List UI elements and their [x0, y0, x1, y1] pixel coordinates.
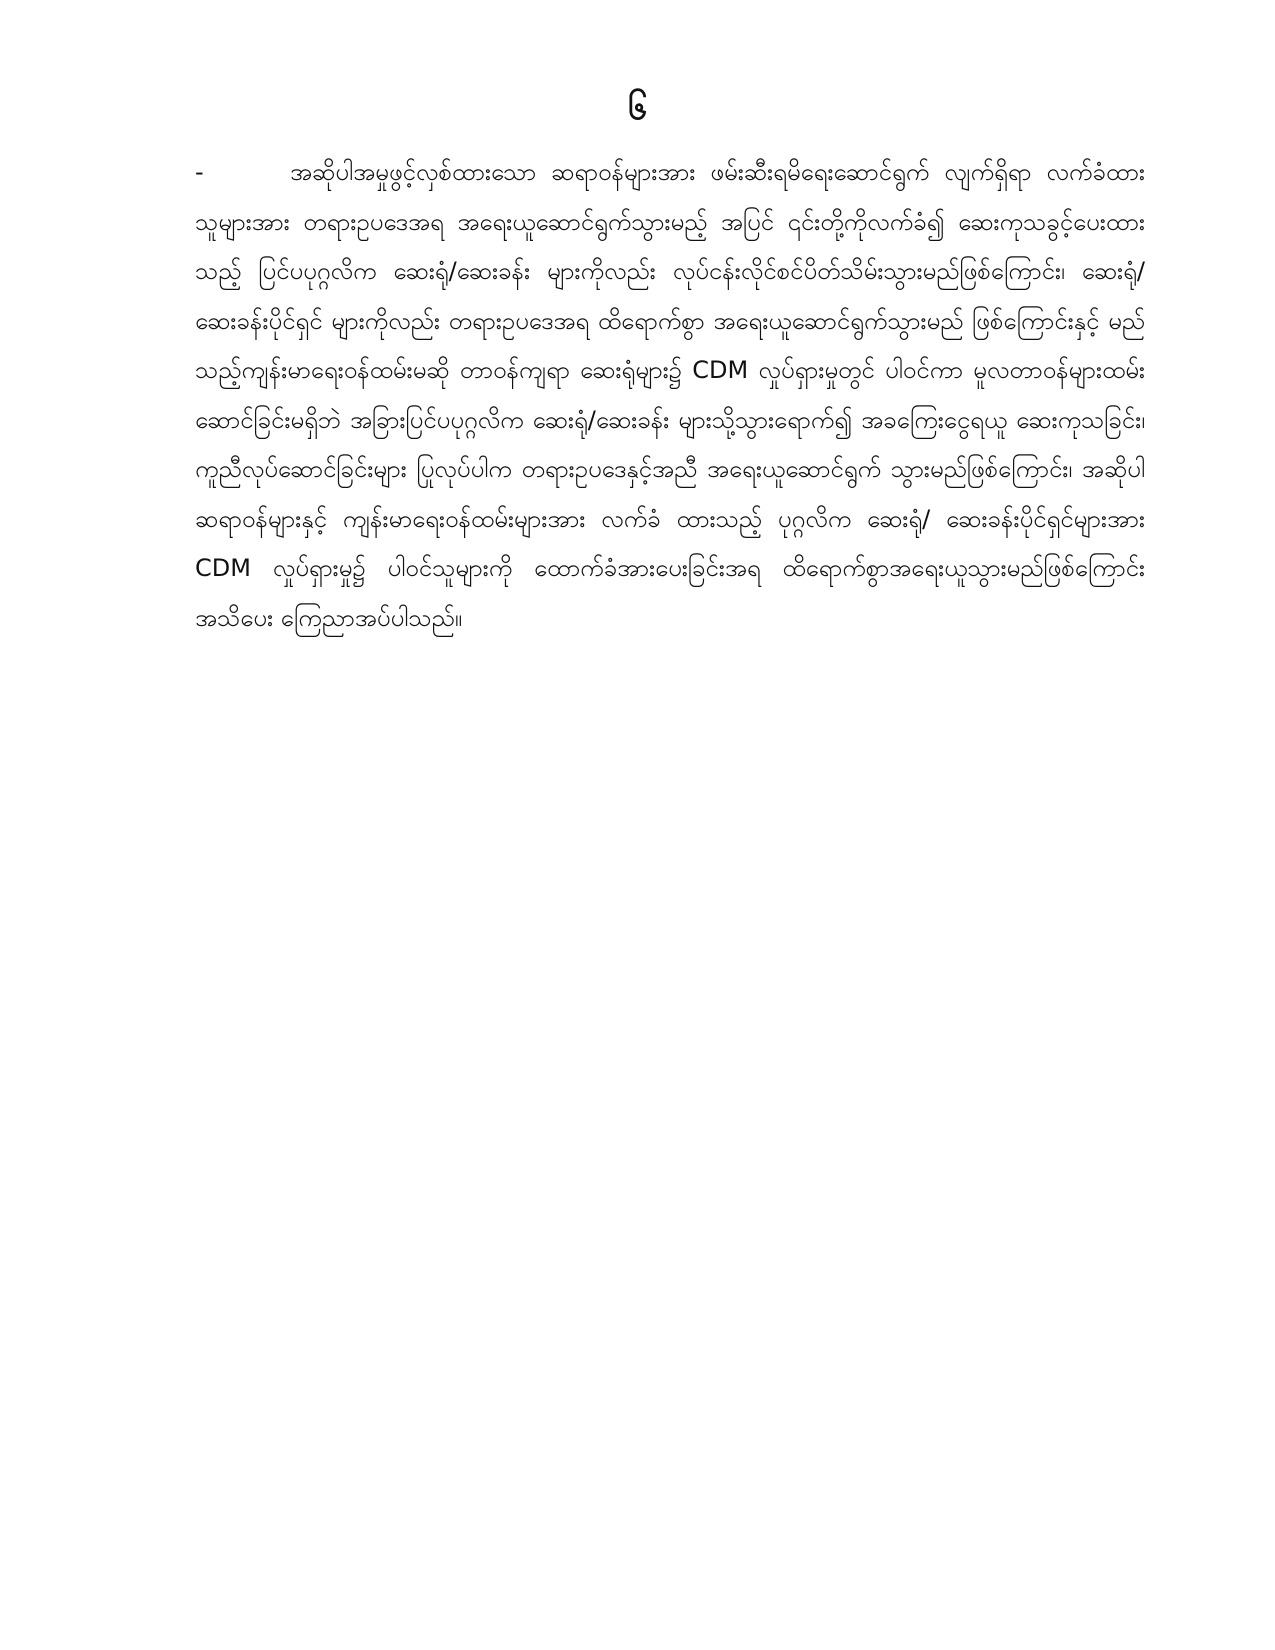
paragraph-text: အဆိုပါအမှုဖွင့်လှစ်ထားသော ဆရာဝန်များအား ဖမ်းဆီးရမိရေးဆောင်ရွက် လျက်ရှိရာ လက်ခံထားသူများအား တရားဥပဒေအရ အရေးယူဆောင်ရွက်သွားမည့် အပြင် ၎င်းတို့ကိုလက်ခံ၍ ဆေးကုသခွင့်ပေးထားသည့် ပြင်ပပုဂ္ဂလိက ဆေးရုံ/ဆေးခန်း များကိုလည်း လုပ်ငန်းလိုင်စင်ပိတ်သိမ်းသွားမည်ဖြစ်ကြောင်း၊ ဆေးရုံ/ဆေးခန်းပိုင်ရှင် များကိုလည်း တရားဥပဒေအရ ထိရောက်စွာ အရေးယူဆောင်ရွက်သွားမည် ဖြစ်ကြောင်းနှင့် မည်သည့်ကျန်းမာရေးဝန်ထမ်းမဆို တာဝန်ကျရာ ဆေးရုံများ၌ CDM လှုပ်ရှားမှုတွင် ပါဝင်ကာ မူလတာဝန်များထမ်းဆောင်ခြင်းမရှိဘဲ အခြားပြင်ပပုဂ္ဂလိက ဆေးရုံ/ဆေးခန်း များသို့သွားရောက်၍ အခကြေးငွေရယူ ဆေးကုသခြင်း၊ ကူညီလုပ်ဆောင်ခြင်းများ ပြုလုပ်ပါက တရားဥပဒေနှင့်အညီ အရေးယူဆောင်ရွက် သွားမည်ဖြစ်ကြောင်း၊ အဆိုပါ ဆရာဝန်များနှင့် ကျန်းမာရေးဝန်ထမ်းများအား လက်ခံ ထားသည့် ပုဂ္ဂလိက ဆေးရုံ/ ဆေးခန်းပိုင်ရှင်များအား CDM လှုပ်ရှားမှု၌ ပါဝင်သူများကို ထောက်ခံအားပေးခြင်းအရ ထိရောက်စွာအရေးယူသွားမည်ဖြစ်ကြောင်း အသိပေး ကြေညာအပ်ပါသည်။	[195, 158, 1145, 632]
page-number: ၆	[627, 88, 648, 128]
announcement-paragraph	[195, 148, 1145, 643]
paragraph-bullet: -	[195, 158, 204, 186]
